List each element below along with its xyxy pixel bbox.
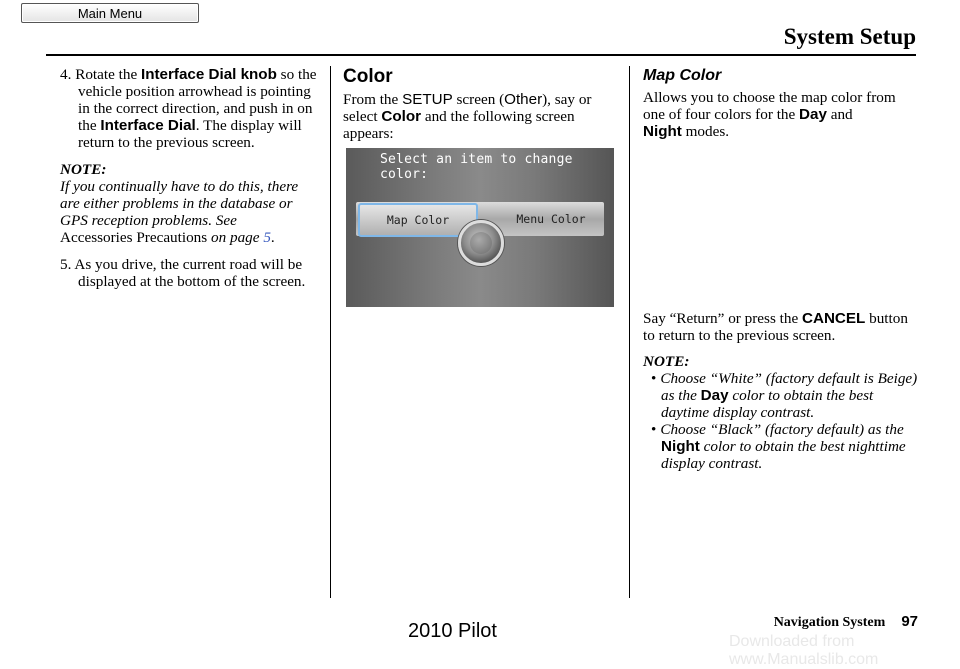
note-label-2: NOTE: [643,353,690,370]
main-menu-button[interactable]: Main Menu [21,3,199,23]
page-5-link[interactable]: 5 [263,229,271,246]
title-rule [46,54,916,56]
column-3 [643,66,918,472]
note-label: NOTE: [60,161,107,178]
menu-color-button[interactable]: Menu Color [516,212,586,226]
page-number: 97 [901,613,918,630]
map-color-button[interactable]: Map Color [358,203,478,237]
page-title: System Setup [783,24,916,49]
screen-prompt: Select an item to change color: [380,152,573,182]
interface-dial-term: Interface Dial [100,117,196,134]
model-watermark: 2010 Pilot [408,620,497,642]
bullet-day: • Choose “White” (factory default is Beige) as the Day color to obtain the best daytime display contrast. [643,370,918,421]
column-2 [343,66,615,142]
night-term: Night [643,123,682,140]
step-5: 5. As you drive, the current road will be displayed at the bottom of the screen. [60,256,306,290]
footer-section: Navigation System [773,615,886,630]
site-watermark: Downloaded from www.Manualslib.com [729,633,879,668]
day-term: Day [799,106,827,123]
step-4: 4. Rotate the Interface Dial knob so the vehicle position arrowhead is pointing in the correct direction, and push in on the Interface Dial. The display will return to the previous screen. [60,66,317,151]
color-term: Color [381,108,422,125]
color-heading: Color [343,66,393,87]
color-intro: From the SETUP screen (Other), say or select Color and the following screen appears: [343,91,592,142]
other-term: Other [504,91,543,108]
bullet-night: • Choose “Black” (factory default) as the Night color to obtain the best nighttime display contrast. [643,421,918,472]
interface-dial-knob-term: Interface Dial knob [140,66,277,83]
column-1 [60,66,320,300]
footer-nav [774,613,918,631]
map-color-heading: Map Color [643,67,722,84]
color-setup-screen [346,148,614,307]
column-divider-1 [330,66,331,598]
interface-dial-icon [458,220,504,266]
accessories-precautions-ref: Accessories Precautions [60,229,208,246]
column-divider-2 [629,66,630,598]
map-color-description: Allows you to choose the map color from one of four colors for the Day and Night modes. [643,89,896,140]
note-text: If you continually have to do this, there are either problems in the database or GPS reception problems. See Accessories Precautions on page 5. [60,178,299,246]
return-instruction: Say “Return” or press the CANCEL button to return to the previous screen. [643,310,908,344]
setup-term: SETUP [402,91,453,108]
cancel-term: CANCEL [802,310,866,327]
note-bullets [643,370,918,472]
